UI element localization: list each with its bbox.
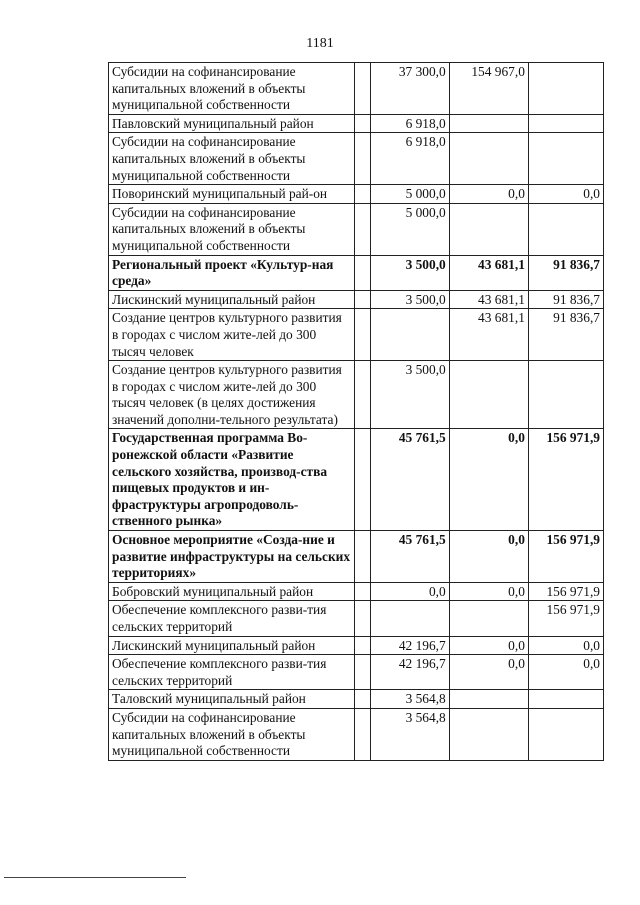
row-value-1-cell: 42 196,7 [370, 655, 449, 690]
table-row [109, 636, 604, 655]
row-empty-cell [354, 531, 370, 583]
row-empty-cell [354, 655, 370, 690]
row-value-3-cell: 156 971,9 [528, 531, 603, 583]
row-value-3-cell [528, 708, 603, 760]
row-name-cell: Поворинский муниципальный рай-он [109, 185, 355, 204]
row-value-1-cell: 5 000,0 [370, 203, 449, 255]
row-value-1-cell: 3 500,0 [370, 290, 449, 309]
row-empty-cell [354, 429, 370, 531]
row-empty-cell [354, 309, 370, 361]
row-name-cell: Бобровский муниципальный район [109, 582, 355, 601]
table-row [109, 114, 604, 133]
budget-table [108, 62, 604, 761]
row-value-2-cell: 0,0 [449, 636, 528, 655]
row-value-3-cell [528, 133, 603, 185]
row-name-cell: Лискинский муниципальный район [109, 636, 355, 655]
row-name-cell: Лискинский муниципальный район [109, 290, 355, 309]
row-empty-cell [354, 636, 370, 655]
row-value-2-cell [449, 601, 528, 636]
row-value-1-cell: 6 918,0 [370, 133, 449, 185]
footnote-separator [4, 877, 186, 878]
row-empty-cell [354, 690, 370, 709]
row-value-1-cell: 5 000,0 [370, 185, 449, 204]
table-row [109, 185, 604, 204]
row-empty-cell [354, 133, 370, 185]
row-value-1-cell: 45 761,5 [370, 429, 449, 531]
table-row [109, 582, 604, 601]
row-value-2-cell: 43 681,1 [449, 309, 528, 361]
row-value-3-cell [528, 361, 603, 429]
row-empty-cell [354, 203, 370, 255]
row-value-1-cell: 6 918,0 [370, 114, 449, 133]
row-value-2-cell: 0,0 [449, 429, 528, 531]
row-name-cell: Субсидии на софинансирование капитальных вложений в объекты муниципальной собственности [109, 133, 355, 185]
table-row [109, 531, 604, 583]
row-name-cell: Павловский муниципальный район [109, 114, 355, 133]
row-name-cell: Основное мероприятие «Созда-ние и развитие инфраструктуры на сельских территориях» [109, 531, 355, 583]
row-value-2-cell [449, 690, 528, 709]
row-empty-cell [354, 290, 370, 309]
row-value-1-cell: 3 564,8 [370, 690, 449, 709]
table-row [109, 690, 604, 709]
row-value-1-cell: 3 500,0 [370, 255, 449, 290]
row-value-1-cell [370, 601, 449, 636]
row-value-2-cell: 154 967,0 [449, 63, 528, 115]
row-name-cell: Региональный проект «Культур-ная среда» [109, 255, 355, 290]
row-value-1-cell: 0,0 [370, 582, 449, 601]
row-value-3-cell: 0,0 [528, 185, 603, 204]
row-value-2-cell: 0,0 [449, 531, 528, 583]
table-row [109, 203, 604, 255]
row-value-3-cell: 91 836,7 [528, 290, 603, 309]
row-value-1-cell: 37 300,0 [370, 63, 449, 115]
row-value-1-cell: 42 196,7 [370, 636, 449, 655]
row-value-1-cell [370, 309, 449, 361]
row-name-cell: Создание центров культурного развития в городах с числом жите-лей до 300 тысяч человек [109, 309, 355, 361]
row-name-cell: Субсидии на софинансирование капитальных вложений в объекты муниципальной собственности [109, 203, 355, 255]
row-empty-cell [354, 361, 370, 429]
row-name-cell: Обеспечение комплексного разви-тия сельских территорий [109, 601, 355, 636]
row-value-1-cell: 3 500,0 [370, 361, 449, 429]
row-value-3-cell: 91 836,7 [528, 309, 603, 361]
row-value-3-cell: 0,0 [528, 636, 603, 655]
page-number: 1181 [306, 36, 334, 51]
table-row [109, 290, 604, 309]
row-value-2-cell: 0,0 [449, 582, 528, 601]
row-value-2-cell: 43 681,1 [449, 255, 528, 290]
row-value-2-cell [449, 708, 528, 760]
row-value-3-cell: 0,0 [528, 655, 603, 690]
row-value-2-cell: 0,0 [449, 655, 528, 690]
row-name-cell: Таловский муниципальный район [109, 690, 355, 709]
row-empty-cell [354, 114, 370, 133]
row-empty-cell [354, 582, 370, 601]
row-value-2-cell [449, 133, 528, 185]
table-row [109, 708, 604, 760]
table-row [109, 63, 604, 115]
row-empty-cell [354, 63, 370, 115]
row-value-2-cell: 43 681,1 [449, 290, 528, 309]
row-value-3-cell [528, 114, 603, 133]
row-value-3-cell [528, 690, 603, 709]
row-value-2-cell [449, 361, 528, 429]
row-value-3-cell [528, 63, 603, 115]
row-name-cell: Обеспечение комплексного разви-тия сельских территорий [109, 655, 355, 690]
row-empty-cell [354, 255, 370, 290]
row-empty-cell [354, 601, 370, 636]
row-value-3-cell: 91 836,7 [528, 255, 603, 290]
row-value-2-cell [449, 114, 528, 133]
row-value-3-cell: 156 971,9 [528, 601, 603, 636]
row-name-cell: Государственная программа Во-ронежской области «Развитие сельского хозяйства, производ-ства пищевых продуктов и ин-фраструктуры агропродоволь-ственного рынка» [109, 429, 355, 531]
row-value-3-cell: 156 971,9 [528, 582, 603, 601]
row-name-cell: Субсидии на софинансирование капитальных вложений в объекты муниципальной собственности [109, 63, 355, 115]
row-value-3-cell: 156 971,9 [528, 429, 603, 531]
row-empty-cell [354, 708, 370, 760]
row-empty-cell [354, 185, 370, 204]
row-value-2-cell: 0,0 [449, 185, 528, 204]
table-row [109, 361, 604, 429]
table-row [109, 133, 604, 185]
table-row [109, 429, 604, 531]
table-row [109, 601, 604, 636]
row-value-2-cell [449, 203, 528, 255]
table-row [109, 255, 604, 290]
table-row [109, 309, 604, 361]
row-name-cell: Создание центров культурного развития в городах с числом жите-лей до 300 тысяч человек (в целях достижения значений дополни-тельного результата) [109, 361, 355, 429]
row-value-3-cell [528, 203, 603, 255]
table-row [109, 655, 604, 690]
row-value-1-cell: 45 761,5 [370, 531, 449, 583]
row-value-1-cell: 3 564,8 [370, 708, 449, 760]
row-name-cell: Субсидии на софинансирование капитальных вложений в объекты муниципальной собственности [109, 708, 355, 760]
